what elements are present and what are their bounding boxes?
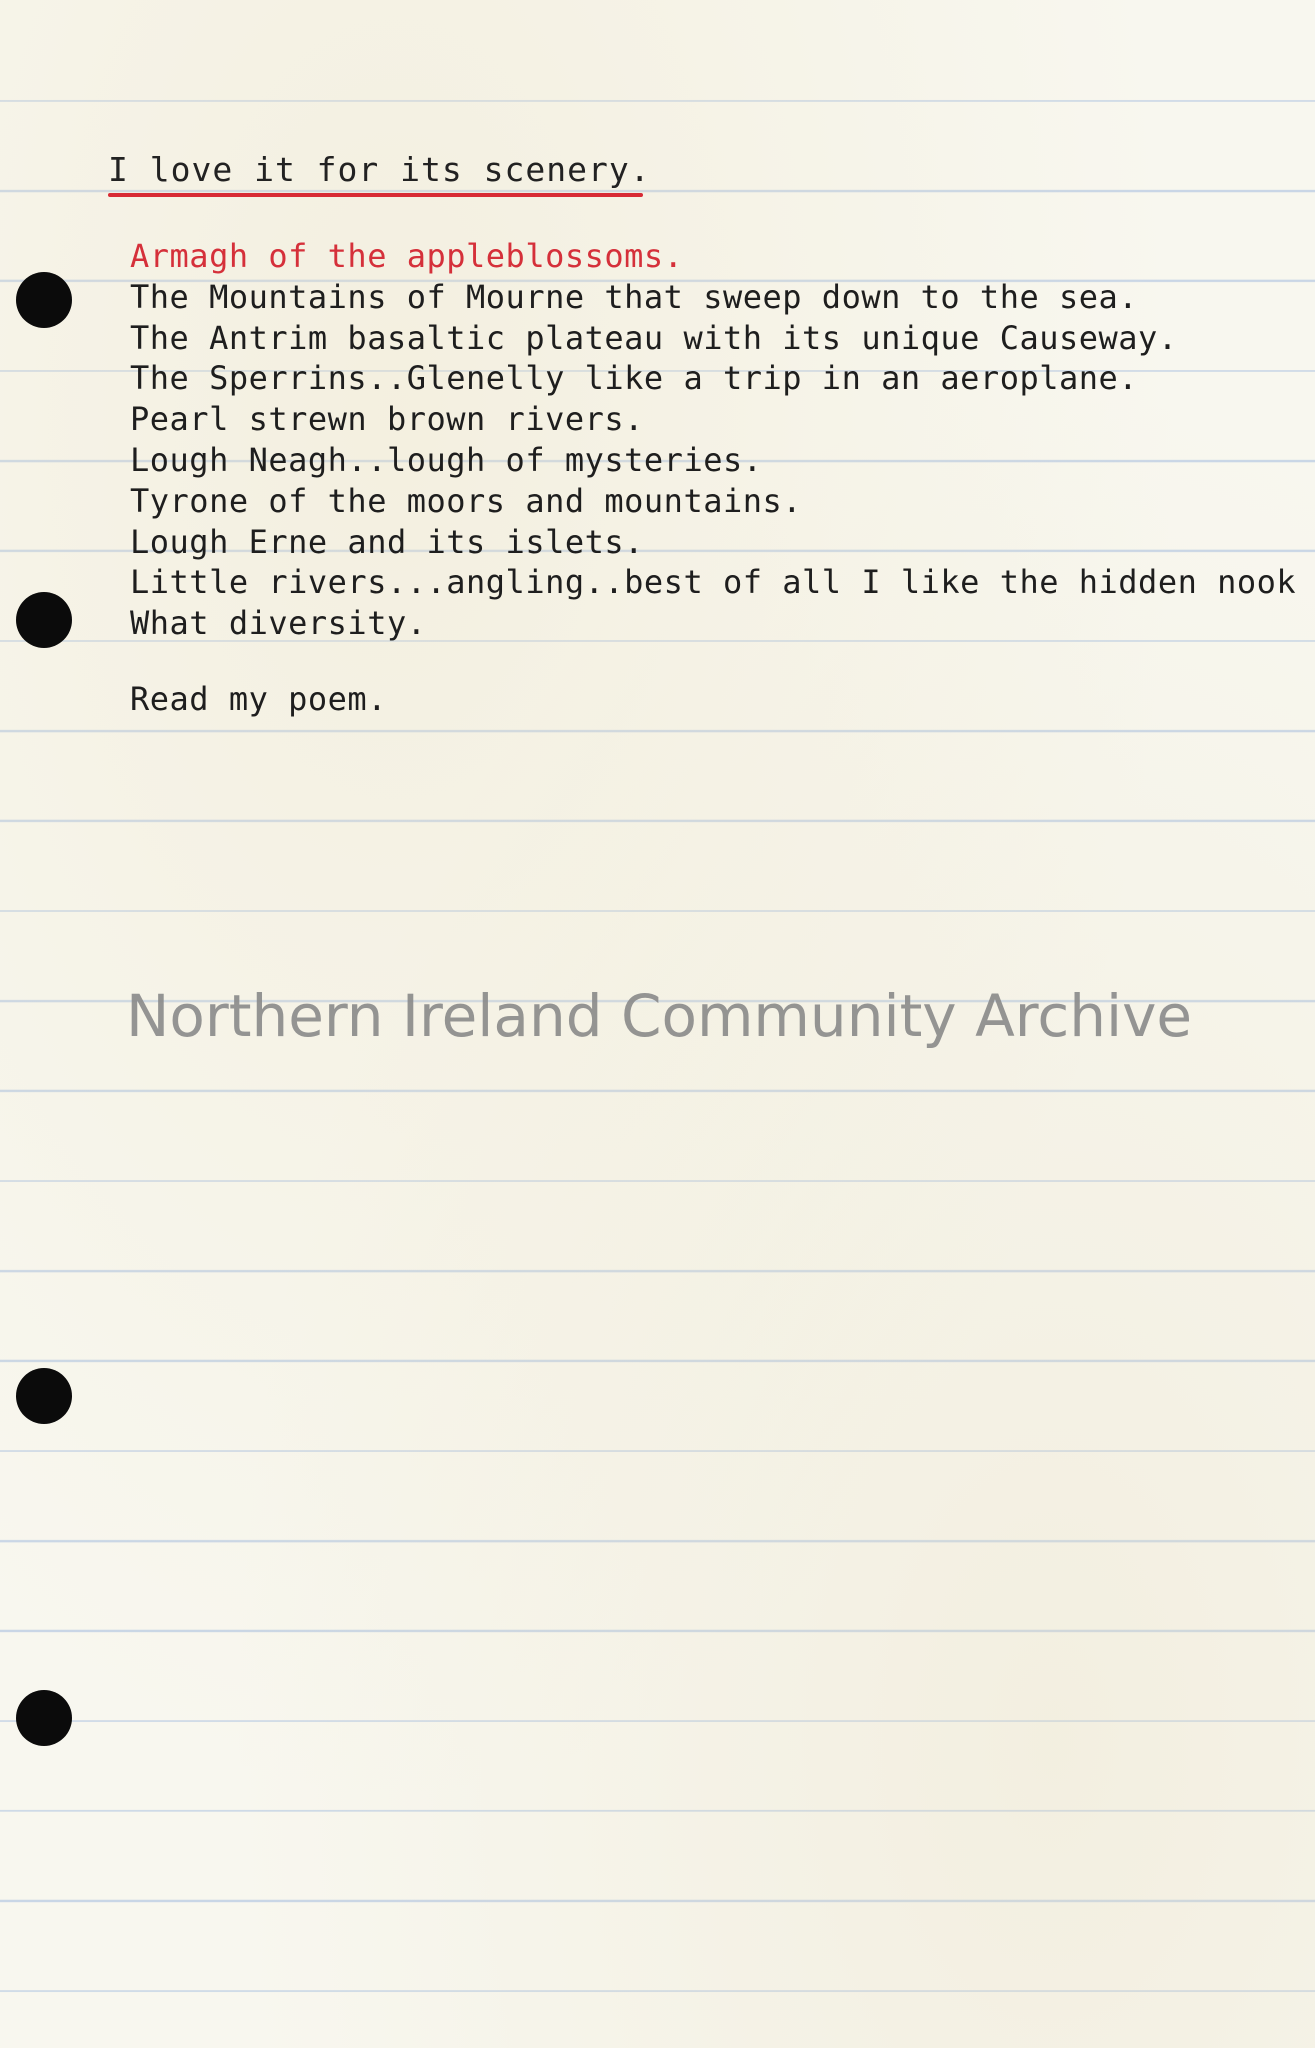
poem-line: The Antrim basaltic plateau with its unique Causeway. <box>130 318 1178 357</box>
poem-line: Armagh of the appleblossoms. <box>130 237 684 275</box>
closing-line: Read my poem. <box>130 680 387 718</box>
poem-line: Lough Erne and its islets. <box>130 522 644 561</box>
poem-line: Tyrone of the moors and mountains. <box>130 481 803 520</box>
punch-hole <box>16 592 72 648</box>
punch-hole <box>16 272 72 328</box>
page-heading: I love it for its scenery. <box>108 150 651 189</box>
poem-lines <box>130 236 1315 644</box>
poem-line: Little rivers...angling..best of all I like the hidden nook <box>130 563 1297 602</box>
heading-underline <box>108 193 643 197</box>
poem-line: Pearl strewn brown rivers. <box>130 400 644 439</box>
poem-line: Lough Neagh..lough of mysteries. <box>130 440 763 479</box>
punch-hole <box>16 1368 72 1424</box>
poem-line: What diversity. <box>130 604 427 643</box>
poem-line: The Sperrins..Glenelly like a trip in an aeroplane. <box>130 359 1139 398</box>
archive-watermark: Northern Ireland Community Archive <box>126 982 1193 1050</box>
punch-hole <box>16 1690 72 1746</box>
poem-line: The Mountains of Mourne that sweep down to the sea. <box>130 277 1139 316</box>
